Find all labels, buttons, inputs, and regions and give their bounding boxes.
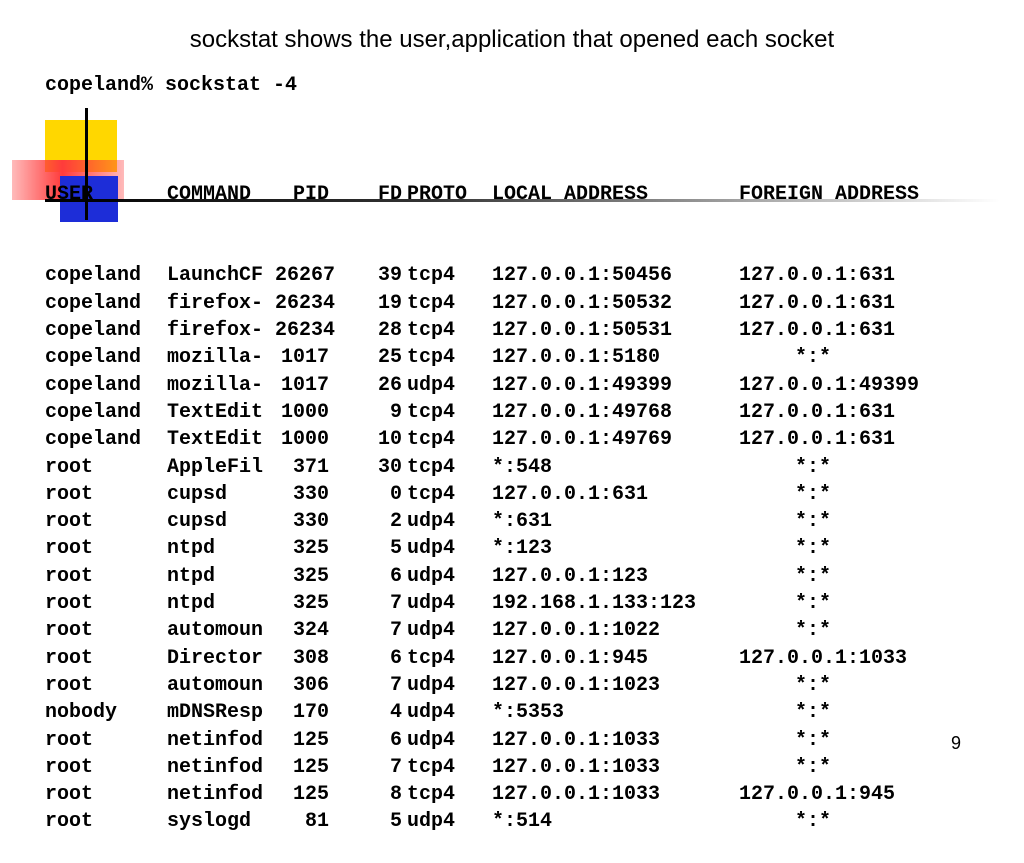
- cell-proto: tcp4: [407, 783, 456, 807]
- cell-pid: 26234: [275, 319, 336, 343]
- cell-local-address: 127.0.0.1:1022: [492, 619, 661, 643]
- cell-foreign-address: 127.0.0.1:1033: [739, 646, 908, 670]
- cell-foreign-address: *:*: [795, 455, 832, 479]
- cell-foreign-address: *:*: [795, 755, 832, 779]
- cell-command: firefox-: [167, 291, 264, 315]
- table-row: [45, 372, 1005, 399]
- cell-fd: 39: [377, 264, 402, 288]
- table-row: [45, 808, 1005, 835]
- cell-foreign-address: 127.0.0.1:631: [739, 264, 896, 288]
- cell-user: root: [45, 482, 94, 506]
- cell-local-address: 192.168.1.133:123: [492, 592, 697, 616]
- cell-fd: 6: [389, 646, 402, 670]
- cell-command: TextEdit: [167, 428, 264, 452]
- cell-pid: 125: [292, 728, 329, 752]
- cell-command: netinfod: [167, 783, 264, 807]
- table-row: [45, 535, 1005, 562]
- table-header-row: [45, 181, 1005, 208]
- header-pid: PID: [292, 182, 329, 206]
- cell-command: netinfod: [167, 755, 264, 779]
- cell-user: copeland: [45, 346, 142, 370]
- cell-user: copeland: [45, 400, 142, 424]
- cell-user: root: [45, 728, 94, 752]
- cell-fd: 28: [377, 319, 402, 343]
- cell-user: root: [45, 673, 94, 697]
- cell-proto: tcp4: [407, 428, 456, 452]
- page-number: 9: [950, 733, 961, 753]
- cell-command: AppleFil: [167, 455, 264, 479]
- cell-proto: udp4: [407, 673, 456, 697]
- cell-local-address: 127.0.0.1:1023: [492, 673, 661, 697]
- table-body: [45, 262, 1005, 835]
- cell-command: firefox-: [167, 319, 264, 343]
- table-row: [45, 426, 1005, 453]
- cell-user: copeland: [45, 373, 142, 397]
- cell-proto: udp4: [407, 510, 456, 534]
- cell-user: root: [45, 783, 94, 807]
- command-line: copeland% sockstat -4: [45, 74, 298, 97]
- cell-fd: 6: [389, 564, 402, 588]
- table-row: [45, 481, 1005, 508]
- cell-proto: udp4: [407, 373, 456, 397]
- cell-pid: 125: [292, 783, 329, 807]
- cell-user: copeland: [45, 291, 142, 315]
- cell-user: root: [45, 646, 94, 670]
- cell-proto: udp4: [407, 728, 456, 752]
- cell-fd: 26: [377, 373, 402, 397]
- cell-command: LaunchCF: [167, 264, 264, 288]
- cell-local-address: 127.0.0.1:49769: [492, 428, 673, 452]
- cell-foreign-address: *:*: [795, 564, 832, 588]
- cell-local-address: *:631: [492, 510, 553, 534]
- cell-command: Director: [167, 646, 264, 670]
- cell-local-address: 127.0.0.1:50531: [492, 319, 673, 343]
- cell-fd: 8: [389, 783, 402, 807]
- table-row: [45, 262, 1005, 289]
- cell-fd: 6: [389, 728, 402, 752]
- cell-proto: tcp4: [407, 646, 456, 670]
- cell-pid: 1017: [280, 373, 329, 397]
- cell-user: nobody: [45, 701, 118, 725]
- cell-pid: 325: [292, 592, 329, 616]
- cell-user: root: [45, 619, 94, 643]
- cell-proto: udp4: [407, 537, 456, 561]
- table-row: [45, 590, 1005, 617]
- cell-fd: 10: [377, 428, 402, 452]
- cell-fd: 19: [377, 291, 402, 315]
- cell-local-address: 127.0.0.1:1033: [492, 755, 661, 779]
- cell-foreign-address: 127.0.0.1:49399: [739, 373, 920, 397]
- cell-proto: udp4: [407, 564, 456, 588]
- table-row: [45, 399, 1005, 426]
- cell-pid: 325: [292, 564, 329, 588]
- table-row: [45, 781, 1005, 808]
- cell-foreign-address: *:*: [795, 592, 832, 616]
- cell-user: root: [45, 537, 94, 561]
- table-row: [45, 617, 1005, 644]
- cell-pid: 1000: [280, 428, 329, 452]
- cell-foreign-address: *:*: [795, 346, 832, 370]
- cell-fd: 7: [389, 619, 402, 643]
- cell-foreign-address: *:*: [795, 728, 832, 752]
- table-row: [45, 699, 1005, 726]
- table-row: [45, 563, 1005, 590]
- cell-command: ntpd: [167, 564, 216, 588]
- cell-pid: 1017: [280, 346, 329, 370]
- cell-foreign-address: 127.0.0.1:631: [739, 400, 896, 424]
- cell-command: mozilla-: [167, 346, 264, 370]
- cell-pid: 324: [292, 619, 329, 643]
- cell-foreign-address: *:*: [795, 619, 832, 643]
- cell-command: mozilla-: [167, 373, 264, 397]
- cell-command: TextEdit: [167, 400, 264, 424]
- cell-proto: tcp4: [407, 291, 456, 315]
- cell-local-address: *:514: [492, 810, 553, 834]
- cell-fd: 7: [389, 673, 402, 697]
- cell-local-address: *:548: [492, 455, 553, 479]
- cell-fd: 5: [389, 537, 402, 561]
- table-row: [45, 317, 1005, 344]
- cell-pid: 308: [292, 646, 329, 670]
- cell-command: automoun: [167, 673, 264, 697]
- cell-command: ntpd: [167, 592, 216, 616]
- table-row: [45, 344, 1005, 371]
- cell-command: netinfod: [167, 728, 264, 752]
- cell-pid: 330: [292, 482, 329, 506]
- header-proto: PROTO: [407, 182, 468, 206]
- cell-foreign-address: *:*: [795, 482, 832, 506]
- table-row: [45, 454, 1005, 481]
- cell-proto: tcp4: [407, 455, 456, 479]
- cell-local-address: 127.0.0.1:50456: [492, 264, 673, 288]
- cell-foreign-address: *:*: [795, 510, 832, 534]
- cell-user: root: [45, 564, 94, 588]
- cell-pid: 26267: [275, 264, 336, 288]
- cell-user: root: [45, 455, 94, 479]
- sockstat-output-table: [45, 126, 1005, 863]
- header-user: USER: [45, 182, 94, 206]
- cell-proto: tcp4: [407, 346, 456, 370]
- cell-local-address: 127.0.0.1:1033: [492, 783, 661, 807]
- header-command: COMMAND: [167, 182, 252, 206]
- cell-pid: 330: [292, 510, 329, 534]
- cell-command: cupsd: [167, 482, 228, 506]
- table-row: [45, 754, 1005, 781]
- cell-local-address: 127.0.0.1:5180: [492, 346, 661, 370]
- cell-fd: 5: [389, 810, 402, 834]
- cell-fd: 25: [377, 346, 402, 370]
- cell-proto: tcp4: [407, 319, 456, 343]
- cell-pid: 325: [292, 537, 329, 561]
- cell-fd: 30: [377, 455, 402, 479]
- cell-proto: tcp4: [407, 482, 456, 506]
- cell-local-address: 127.0.0.1:50532: [492, 291, 673, 315]
- cell-command: syslogd: [167, 810, 252, 834]
- cell-pid: 306: [292, 673, 329, 697]
- cell-proto: tcp4: [407, 755, 456, 779]
- cell-foreign-address: 127.0.0.1:945: [739, 783, 896, 807]
- cell-foreign-address: 127.0.0.1:631: [739, 291, 896, 315]
- cell-user: root: [45, 592, 94, 616]
- cell-local-address: 127.0.0.1:1033: [492, 728, 661, 752]
- cell-user: root: [45, 810, 94, 834]
- cell-fd: 4: [389, 701, 402, 725]
- cell-pid: 125: [292, 755, 329, 779]
- cell-local-address: 127.0.0.1:631: [492, 482, 649, 506]
- cell-fd: 2: [389, 510, 402, 534]
- cell-proto: tcp4: [407, 400, 456, 424]
- cell-user: copeland: [45, 319, 142, 343]
- cell-user: copeland: [45, 428, 142, 452]
- table-row: [45, 645, 1005, 672]
- cell-command: automoun: [167, 619, 264, 643]
- cell-foreign-address: 127.0.0.1:631: [739, 319, 896, 343]
- cell-local-address: 127.0.0.1:49399: [492, 373, 673, 397]
- header-foreign-address: FOREIGN ADDRESS: [739, 182, 920, 206]
- cell-user: copeland: [45, 264, 142, 288]
- cell-user: root: [45, 755, 94, 779]
- table-row: [45, 508, 1005, 535]
- cell-fd: 7: [389, 592, 402, 616]
- cell-proto: udp4: [407, 701, 456, 725]
- cell-foreign-address: *:*: [795, 810, 832, 834]
- cell-proto: udp4: [407, 619, 456, 643]
- cell-foreign-address: 127.0.0.1:631: [739, 428, 896, 452]
- cell-proto: udp4: [407, 592, 456, 616]
- header-local-address: LOCAL ADDRESS: [492, 182, 649, 206]
- cell-fd: 7: [389, 755, 402, 779]
- cell-foreign-address: *:*: [795, 701, 832, 725]
- table-row: [45, 727, 1005, 754]
- cell-command: ntpd: [167, 537, 216, 561]
- cell-proto: tcp4: [407, 264, 456, 288]
- slide-title: sockstat shows the user,application that opened each socket: [189, 26, 835, 53]
- cell-local-address: 127.0.0.1:945: [492, 646, 649, 670]
- table-row: [45, 672, 1005, 699]
- cell-pid: 170: [292, 701, 329, 725]
- cell-user: root: [45, 510, 94, 534]
- cell-foreign-address: *:*: [795, 537, 832, 561]
- cell-local-address: *:5353: [492, 701, 565, 725]
- cell-proto: udp4: [407, 810, 456, 834]
- cell-local-address: *:123: [492, 537, 553, 561]
- cell-command: mDNSResp: [167, 701, 264, 725]
- cell-fd: 0: [389, 482, 402, 506]
- header-fd: FD: [377, 182, 402, 206]
- cell-fd: 9: [389, 400, 402, 424]
- cell-local-address: 127.0.0.1:49768: [492, 400, 673, 424]
- cell-pid: 371: [292, 455, 329, 479]
- cell-command: cupsd: [167, 510, 228, 534]
- cell-foreign-address: *:*: [795, 673, 832, 697]
- cell-pid: 1000: [280, 400, 329, 424]
- cell-pid: 81: [304, 810, 329, 834]
- cell-local-address: 127.0.0.1:123: [492, 564, 649, 588]
- table-row: [45, 290, 1005, 317]
- cell-pid: 26234: [275, 291, 336, 315]
